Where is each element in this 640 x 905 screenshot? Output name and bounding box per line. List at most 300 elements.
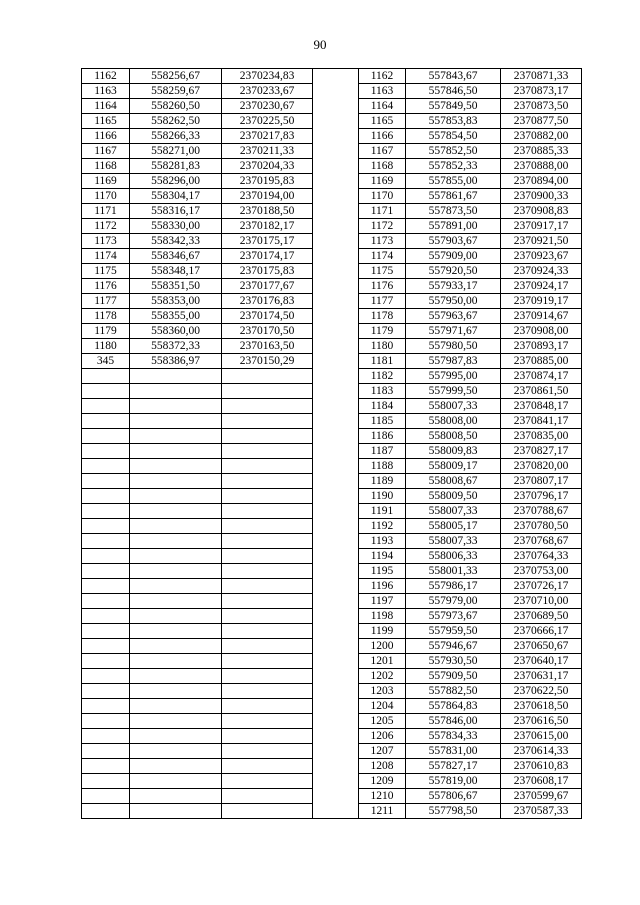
left-x-coordinate-cell: 558281,83 (130, 159, 222, 174)
right-y-coordinate-cell: 2370710,00 (501, 594, 582, 609)
left-x-coordinate-cell: 558259,67 (130, 84, 222, 99)
column-spacer (313, 504, 359, 519)
column-spacer (313, 684, 359, 699)
left-x-coordinate-cell: 558330,00 (130, 219, 222, 234)
left-y-coordinate-cell (222, 549, 313, 564)
left-x-coordinate-cell (130, 684, 222, 699)
right-x-coordinate-cell: 557930,50 (406, 654, 501, 669)
left-x-coordinate-cell (130, 729, 222, 744)
table-row (82, 309, 582, 324)
left-y-coordinate-cell (222, 654, 313, 669)
column-spacer (313, 804, 359, 819)
right-y-coordinate-cell: 2370924,33 (501, 264, 582, 279)
left-point-number-cell: 1172 (82, 219, 130, 234)
right-point-number-cell: 1185 (359, 414, 406, 429)
left-x-coordinate-cell (130, 804, 222, 819)
right-y-coordinate-cell: 2370768,67 (501, 534, 582, 549)
right-x-coordinate-cell: 558001,33 (406, 564, 501, 579)
left-x-coordinate-cell (130, 714, 222, 729)
left-point-number-cell (82, 804, 130, 819)
right-y-coordinate-cell: 2370666,17 (501, 624, 582, 639)
right-point-number-cell: 1205 (359, 714, 406, 729)
table-row (82, 189, 582, 204)
table-row (82, 369, 582, 384)
right-y-coordinate-cell: 2370780,50 (501, 519, 582, 534)
right-point-number-cell: 1183 (359, 384, 406, 399)
left-y-coordinate-cell (222, 399, 313, 414)
left-point-number-cell (82, 774, 130, 789)
left-x-coordinate-cell: 558316,17 (130, 204, 222, 219)
right-y-coordinate-cell: 2370622,50 (501, 684, 582, 699)
left-point-number-cell: 1167 (82, 144, 130, 159)
left-point-number-cell: 1179 (82, 324, 130, 339)
column-spacer (313, 324, 359, 339)
column-spacer (313, 414, 359, 429)
right-x-coordinate-cell: 557855,00 (406, 174, 501, 189)
table-row (82, 354, 582, 369)
left-y-coordinate-cell (222, 774, 313, 789)
left-y-coordinate-cell: 2370175,17 (222, 234, 313, 249)
left-x-coordinate-cell (130, 789, 222, 804)
right-y-coordinate-cell: 2370650,67 (501, 639, 582, 654)
left-y-coordinate-cell (222, 699, 313, 714)
column-spacer (313, 669, 359, 684)
left-y-coordinate-cell: 2370225,50 (222, 114, 313, 129)
left-point-number-cell: 1168 (82, 159, 130, 174)
right-point-number-cell: 1171 (359, 204, 406, 219)
left-point-number-cell: 1180 (82, 339, 130, 354)
table-row (82, 504, 582, 519)
column-spacer (313, 579, 359, 594)
right-point-number-cell: 1173 (359, 234, 406, 249)
coordinates-table-wrapper (81, 68, 582, 819)
left-x-coordinate-cell (130, 489, 222, 504)
column-spacer (313, 384, 359, 399)
left-y-coordinate-cell (222, 444, 313, 459)
right-point-number-cell: 1188 (359, 459, 406, 474)
right-x-coordinate-cell: 557861,67 (406, 189, 501, 204)
right-point-number-cell: 1163 (359, 84, 406, 99)
right-point-number-cell: 1197 (359, 594, 406, 609)
right-x-coordinate-cell: 558007,33 (406, 504, 501, 519)
right-y-coordinate-cell: 2370871,33 (501, 69, 582, 84)
column-spacer (313, 459, 359, 474)
right-point-number-cell: 1204 (359, 699, 406, 714)
right-point-number-cell: 1207 (359, 744, 406, 759)
left-x-coordinate-cell: 558372,33 (130, 339, 222, 354)
left-y-coordinate-cell: 2370174,17 (222, 249, 313, 264)
right-y-coordinate-cell: 2370848,17 (501, 399, 582, 414)
left-x-coordinate-cell: 558342,33 (130, 234, 222, 249)
right-x-coordinate-cell: 558006,33 (406, 549, 501, 564)
right-y-coordinate-cell: 2370921,50 (501, 234, 582, 249)
left-point-number-cell (82, 429, 130, 444)
left-y-coordinate-cell (222, 744, 313, 759)
left-point-number-cell (82, 474, 130, 489)
right-y-coordinate-cell: 2370924,17 (501, 279, 582, 294)
left-x-coordinate-cell: 558271,00 (130, 144, 222, 159)
right-x-coordinate-cell: 557903,67 (406, 234, 501, 249)
right-x-coordinate-cell: 557986,17 (406, 579, 501, 594)
left-y-coordinate-cell (222, 369, 313, 384)
left-y-coordinate-cell (222, 474, 313, 489)
right-point-number-cell: 1170 (359, 189, 406, 204)
left-x-coordinate-cell: 558348,17 (130, 264, 222, 279)
column-spacer (313, 714, 359, 729)
page-number: 90 (313, 37, 327, 52)
right-point-number-cell: 1198 (359, 609, 406, 624)
table-row (82, 69, 582, 84)
right-point-number-cell: 1180 (359, 339, 406, 354)
left-point-number-cell (82, 759, 130, 774)
left-x-coordinate-cell: 558304,17 (130, 189, 222, 204)
right-point-number-cell: 1162 (359, 69, 406, 84)
left-y-coordinate-cell (222, 594, 313, 609)
column-spacer (313, 129, 359, 144)
right-y-coordinate-cell: 2370923,67 (501, 249, 582, 264)
right-x-coordinate-cell: 557987,83 (406, 354, 501, 369)
right-y-coordinate-cell: 2370914,67 (501, 309, 582, 324)
left-y-coordinate-cell: 2370204,33 (222, 159, 313, 174)
left-x-coordinate-cell (130, 414, 222, 429)
right-x-coordinate-cell: 557852,33 (406, 159, 501, 174)
right-y-coordinate-cell: 2370616,50 (501, 714, 582, 729)
table-row (82, 534, 582, 549)
right-x-coordinate-cell: 557999,50 (406, 384, 501, 399)
right-y-coordinate-cell: 2370614,33 (501, 744, 582, 759)
left-y-coordinate-cell (222, 804, 313, 819)
left-point-number-cell (82, 564, 130, 579)
right-x-coordinate-cell: 557920,50 (406, 264, 501, 279)
left-y-coordinate-cell (222, 579, 313, 594)
right-x-coordinate-cell: 558007,33 (406, 534, 501, 549)
left-point-number-cell: 1171 (82, 204, 130, 219)
right-y-coordinate-cell: 2370689,50 (501, 609, 582, 624)
column-spacer (313, 354, 359, 369)
left-x-coordinate-cell (130, 549, 222, 564)
left-point-number-cell (82, 489, 130, 504)
right-y-coordinate-cell: 2370631,17 (501, 669, 582, 684)
left-point-number-cell: 1170 (82, 189, 130, 204)
right-point-number-cell: 1175 (359, 264, 406, 279)
left-y-coordinate-cell: 2370175,83 (222, 264, 313, 279)
left-x-coordinate-cell (130, 654, 222, 669)
right-y-coordinate-cell: 2370608,17 (501, 774, 582, 789)
table-row (82, 414, 582, 429)
right-x-coordinate-cell: 557959,50 (406, 624, 501, 639)
table-row (82, 204, 582, 219)
left-y-coordinate-cell: 2370194,00 (222, 189, 313, 204)
column-spacer (313, 759, 359, 774)
column-spacer (313, 84, 359, 99)
right-point-number-cell: 1196 (359, 579, 406, 594)
right-point-number-cell: 1178 (359, 309, 406, 324)
left-y-coordinate-cell: 2370211,33 (222, 144, 313, 159)
left-x-coordinate-cell: 558353,00 (130, 294, 222, 309)
column-spacer (313, 174, 359, 189)
right-y-coordinate-cell: 2370877,50 (501, 114, 582, 129)
right-x-coordinate-cell: 557827,17 (406, 759, 501, 774)
left-point-number-cell (82, 579, 130, 594)
right-point-number-cell: 1172 (359, 219, 406, 234)
column-spacer (313, 474, 359, 489)
left-x-coordinate-cell (130, 534, 222, 549)
left-x-coordinate-cell (130, 369, 222, 384)
left-x-coordinate-cell (130, 429, 222, 444)
column-spacer (313, 309, 359, 324)
left-point-number-cell (82, 399, 130, 414)
column-spacer (313, 369, 359, 384)
column-spacer (313, 594, 359, 609)
left-x-coordinate-cell: 558360,00 (130, 324, 222, 339)
right-point-number-cell: 1166 (359, 129, 406, 144)
right-x-coordinate-cell: 558008,50 (406, 429, 501, 444)
left-point-number-cell: 1163 (82, 84, 130, 99)
left-y-coordinate-cell (222, 759, 313, 774)
right-point-number-cell: 1189 (359, 474, 406, 489)
right-x-coordinate-cell: 557979,00 (406, 594, 501, 609)
left-y-coordinate-cell: 2370170,50 (222, 324, 313, 339)
left-y-coordinate-cell: 2370195,83 (222, 174, 313, 189)
left-point-number-cell (82, 729, 130, 744)
column-spacer (313, 534, 359, 549)
table-row (82, 789, 582, 804)
left-x-coordinate-cell: 558266,33 (130, 129, 222, 144)
table-row (82, 384, 582, 399)
right-point-number-cell: 1208 (359, 759, 406, 774)
table-row (82, 714, 582, 729)
left-point-number-cell (82, 384, 130, 399)
right-point-number-cell: 1193 (359, 534, 406, 549)
right-x-coordinate-cell: 557963,67 (406, 309, 501, 324)
right-x-coordinate-cell: 557846,00 (406, 714, 501, 729)
left-point-number-cell: 1177 (82, 294, 130, 309)
right-x-coordinate-cell: 558008,67 (406, 474, 501, 489)
left-x-coordinate-cell (130, 744, 222, 759)
table-row (82, 684, 582, 699)
right-point-number-cell: 1179 (359, 324, 406, 339)
right-point-number-cell: 1169 (359, 174, 406, 189)
table-row (82, 144, 582, 159)
right-y-coordinate-cell: 2370882,00 (501, 129, 582, 144)
left-y-coordinate-cell (222, 534, 313, 549)
left-y-coordinate-cell (222, 669, 313, 684)
table-row (82, 84, 582, 99)
left-point-number-cell: 1164 (82, 99, 130, 114)
right-y-coordinate-cell: 2370820,00 (501, 459, 582, 474)
right-y-coordinate-cell: 2370874,17 (501, 369, 582, 384)
column-spacer (313, 339, 359, 354)
right-x-coordinate-cell: 557849,50 (406, 99, 501, 114)
right-x-coordinate-cell: 558009,83 (406, 444, 501, 459)
left-point-number-cell (82, 609, 130, 624)
left-point-number-cell: 1175 (82, 264, 130, 279)
right-point-number-cell: 1186 (359, 429, 406, 444)
table-row (82, 639, 582, 654)
right-x-coordinate-cell: 557819,00 (406, 774, 501, 789)
right-y-coordinate-cell: 2370900,33 (501, 189, 582, 204)
left-y-coordinate-cell: 2370174,50 (222, 309, 313, 324)
column-spacer (313, 144, 359, 159)
left-x-coordinate-cell (130, 459, 222, 474)
column-spacer (313, 744, 359, 759)
right-point-number-cell: 1203 (359, 684, 406, 699)
right-y-coordinate-cell: 2370807,17 (501, 474, 582, 489)
left-x-coordinate-cell (130, 579, 222, 594)
left-point-number-cell (82, 744, 130, 759)
left-point-number-cell (82, 669, 130, 684)
table-row (82, 519, 582, 534)
left-y-coordinate-cell (222, 519, 313, 534)
column-spacer (313, 159, 359, 174)
left-x-coordinate-cell (130, 699, 222, 714)
left-x-coordinate-cell (130, 519, 222, 534)
left-x-coordinate-cell (130, 774, 222, 789)
right-x-coordinate-cell: 557891,00 (406, 219, 501, 234)
column-spacer (313, 789, 359, 804)
right-y-coordinate-cell: 2370908,83 (501, 204, 582, 219)
table-row (82, 804, 582, 819)
left-x-coordinate-cell (130, 504, 222, 519)
column-spacer (313, 69, 359, 84)
right-point-number-cell: 1192 (359, 519, 406, 534)
table-row (82, 459, 582, 474)
right-x-coordinate-cell: 557843,67 (406, 69, 501, 84)
right-x-coordinate-cell: 557834,33 (406, 729, 501, 744)
column-spacer (313, 564, 359, 579)
right-x-coordinate-cell: 557933,17 (406, 279, 501, 294)
right-x-coordinate-cell: 557831,00 (406, 744, 501, 759)
left-y-coordinate-cell: 2370150,29 (222, 354, 313, 369)
left-point-number-cell: 1169 (82, 174, 130, 189)
right-y-coordinate-cell: 2370788,67 (501, 504, 582, 519)
right-x-coordinate-cell: 558009,50 (406, 489, 501, 504)
column-spacer (313, 249, 359, 264)
table-row (82, 114, 582, 129)
right-point-number-cell: 1191 (359, 504, 406, 519)
left-point-number-cell (82, 714, 130, 729)
right-y-coordinate-cell: 2370599,67 (501, 789, 582, 804)
left-y-coordinate-cell (222, 414, 313, 429)
right-x-coordinate-cell: 557980,50 (406, 339, 501, 354)
column-spacer (313, 219, 359, 234)
right-x-coordinate-cell: 557864,83 (406, 699, 501, 714)
right-point-number-cell: 1174 (359, 249, 406, 264)
left-point-number-cell: 1173 (82, 234, 130, 249)
table-row (82, 174, 582, 189)
table-row (82, 234, 582, 249)
left-y-coordinate-cell (222, 384, 313, 399)
left-y-coordinate-cell (222, 609, 313, 624)
left-x-coordinate-cell (130, 759, 222, 774)
left-x-coordinate-cell (130, 624, 222, 639)
right-point-number-cell: 1210 (359, 789, 406, 804)
left-y-coordinate-cell (222, 789, 313, 804)
table-row (82, 774, 582, 789)
left-y-coordinate-cell (222, 684, 313, 699)
column-spacer (313, 189, 359, 204)
right-x-coordinate-cell: 557971,67 (406, 324, 501, 339)
right-y-coordinate-cell: 2370640,17 (501, 654, 582, 669)
left-y-coordinate-cell: 2370188,50 (222, 204, 313, 219)
left-point-number-cell (82, 459, 130, 474)
left-y-coordinate-cell: 2370176,83 (222, 294, 313, 309)
right-x-coordinate-cell: 557946,67 (406, 639, 501, 654)
right-point-number-cell: 1184 (359, 399, 406, 414)
left-x-coordinate-cell (130, 384, 222, 399)
table-row (82, 579, 582, 594)
coordinates-table-body (82, 69, 582, 819)
right-point-number-cell: 1209 (359, 774, 406, 789)
left-x-coordinate-cell (130, 444, 222, 459)
right-y-coordinate-cell: 2370615,00 (501, 729, 582, 744)
column-spacer (313, 264, 359, 279)
table-row (82, 219, 582, 234)
right-x-coordinate-cell: 558008,00 (406, 414, 501, 429)
right-x-coordinate-cell: 558005,17 (406, 519, 501, 534)
right-x-coordinate-cell: 557882,50 (406, 684, 501, 699)
column-spacer (313, 729, 359, 744)
column-spacer (313, 294, 359, 309)
column-spacer (313, 114, 359, 129)
left-point-number-cell (82, 654, 130, 669)
right-x-coordinate-cell: 557852,50 (406, 144, 501, 159)
right-y-coordinate-cell: 2370888,00 (501, 159, 582, 174)
table-row (82, 699, 582, 714)
left-x-coordinate-cell (130, 669, 222, 684)
right-y-coordinate-cell: 2370726,17 (501, 579, 582, 594)
left-x-coordinate-cell: 558346,67 (130, 249, 222, 264)
column-spacer (313, 234, 359, 249)
left-y-coordinate-cell (222, 639, 313, 654)
left-point-number-cell (82, 534, 130, 549)
right-point-number-cell: 1200 (359, 639, 406, 654)
right-y-coordinate-cell: 2370861,50 (501, 384, 582, 399)
right-y-coordinate-cell: 2370873,50 (501, 99, 582, 114)
right-point-number-cell: 1181 (359, 354, 406, 369)
right-x-coordinate-cell: 557950,00 (406, 294, 501, 309)
left-y-coordinate-cell (222, 489, 313, 504)
table-row (82, 729, 582, 744)
coordinates-table (81, 68, 582, 819)
left-y-coordinate-cell (222, 504, 313, 519)
left-point-number-cell (82, 369, 130, 384)
table-row (82, 159, 582, 174)
column-spacer (313, 519, 359, 534)
table-row (82, 564, 582, 579)
right-y-coordinate-cell: 2370753,00 (501, 564, 582, 579)
right-point-number-cell: 1165 (359, 114, 406, 129)
right-y-coordinate-cell: 2370610,83 (501, 759, 582, 774)
left-point-number-cell (82, 549, 130, 564)
table-row (82, 474, 582, 489)
left-point-number-cell (82, 519, 130, 534)
left-y-coordinate-cell: 2370217,83 (222, 129, 313, 144)
table-row (82, 624, 582, 639)
table-row (82, 339, 582, 354)
column-spacer (313, 774, 359, 789)
right-point-number-cell: 1187 (359, 444, 406, 459)
left-point-number-cell: 1166 (82, 129, 130, 144)
column-spacer (313, 699, 359, 714)
left-x-coordinate-cell (130, 609, 222, 624)
left-x-coordinate-cell (130, 594, 222, 609)
table-row (82, 399, 582, 414)
table-row (82, 99, 582, 114)
table-row (82, 264, 582, 279)
right-point-number-cell: 1199 (359, 624, 406, 639)
left-y-coordinate-cell (222, 729, 313, 744)
